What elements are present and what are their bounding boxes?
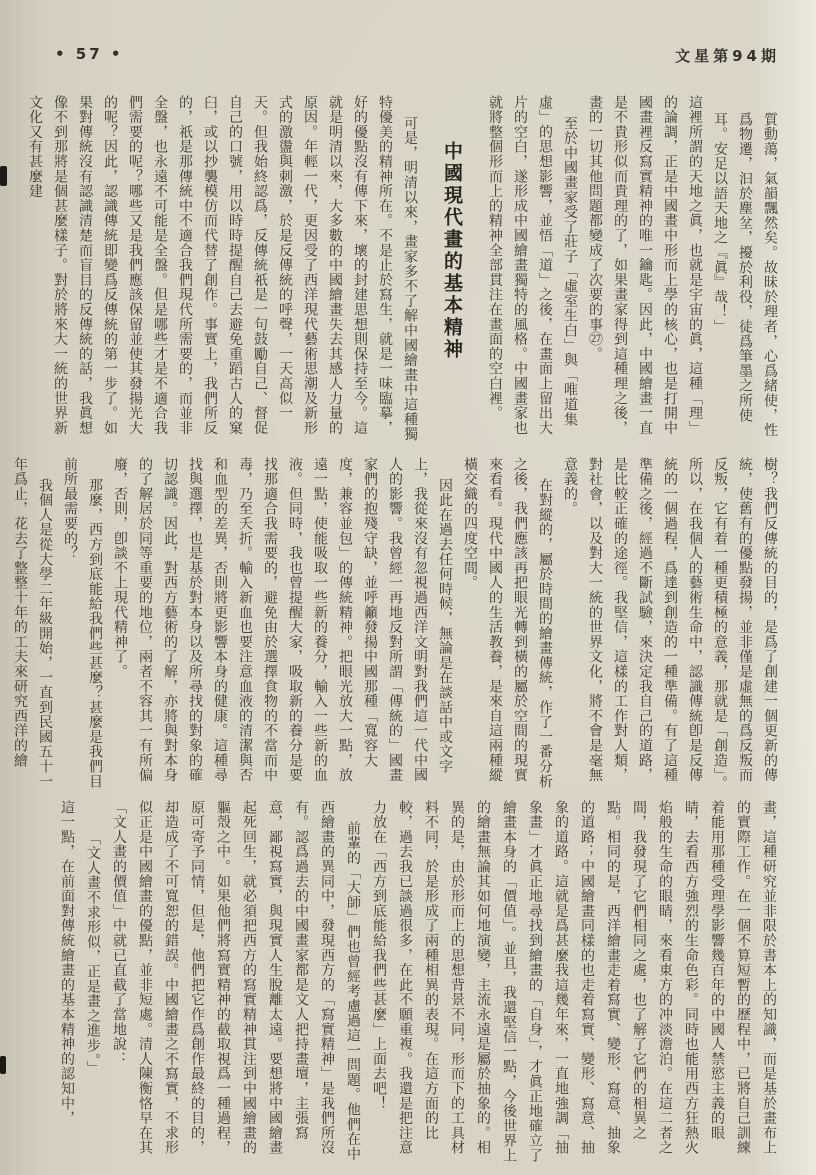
page-header (0, 45, 816, 67)
paragraph: 我個人是從大學二年級開始，一直到民國五十一年爲止，花去了整整十年的工夫來研究西洋的繪 (12, 457, 53, 789)
article-title: 中國現代畫的基本精神 (441, 141, 463, 361)
chen-hengke-quote: 「文人畫不求形似，正是畫之進步。」 (85, 830, 101, 1076)
scan-speck-icon (0, 166, 7, 186)
text-band-top (27, 95, 782, 447)
page-number: • 57 • (55, 45, 124, 63)
classical-quote: 質動蕩，氣韻飄然矣。故昧於理者，心爲緒使，性爲物遷，汩於塵坌，擾於利役，徒爲筆墨之所使耳。安足以語天地之『眞』哉！」 (712, 111, 778, 438)
paragraph: 可是，明清以來，畫家多不了解中國繪畫中這種獨特優美的精神所在。不是止於寫生，就是一味臨摹，好的優點沒有傳下來，壞的封建思想則保持至今。這就是明清以來，大多數的中國繪畫失去其感人力量的原因。年輕一代，更因受了西洋現代藝術思潮及新形式的激盪與刺激，於是反傳統的呼聲，一天高似一天。但我始終認爲，反傳統祇是一句鼓勵自己、督促自己的口號，用以時時提醒自己去避免重蹈古人的窠臼，或以抄襲模仿而代替了創作。事實上，我們所反的，祇是那傳統中不適合我們現代所需要的，而並非全盤，也永遠不可能是全盤。但是哪些才是不適合我們需要的呢？哪些又是我們應該保留並使其發揚光大的呢？因此，認識傳統即變爲反傳統的第一步了。如果對傳統沒有認識清楚而盲目的反傳統的話，我眞想像不到那將是個甚麼樣子。對於將來大一統的世界新文化又有甚麼建 (27, 95, 418, 442)
paragraph: 至於中國畫家受了莊子「虛室生白」與「唯道集虛」的思想影響，並悟「道」之後，在畫面上留出大片的空白，遂形成中國繪畫獨特的風格。中國畫家也就將整個形而上的精神全部貫注在畫面的空白裡。 (487, 95, 578, 436)
paragraph: 樹？我們反傳統的目的，是爲了創建一個更新的傳統，使舊有的優點發揚，並非僅是虛無的爲反叛而反叛，它有着一種更積極的意義，那就是「創造」。所以，在我個人的藝術生命中，認識傳統卽是反傳統的一個過程，爲達到創造的一種準備。有了這種準備之後，經過不斷試驗，來決定我自己的道路，是比較正確的途徑。我堅信，這樣的工作對人類，對社會，以及對大一統的世界文化，將不會是毫無意義的。 (562, 457, 778, 791)
scan-speck-icon (0, 1056, 6, 1074)
text-band-middle (12, 457, 782, 793)
text-band-bottom (30, 800, 782, 1166)
paragraph: 畫，這種研究並非限於書本上的知識，而是基於畫布上的實際工作。在一個不算短暫的歷程中，已將自己訓練着能用那種受理學影響幾百年的中國人禁慾主義的眼睛，去看西方強烈的生命色彩。同時也能用西方狂熱火焰般的生命的眼睛，來看東方的冲淡澹泊。在這二者之間，我發現了它們相同之處，也了解了它們的相異之點。相同的是，西洋繪畫走着寫實、變形、寫意、抽象的道路；中國繪畫同樣的也走着寫實、變形、寫意、抽象的道路。這就是爲甚麼我這幾年來，一直地強調「抽象畫」才眞正地尋找到繪畫的「自身」，才眞正地確立了繪畫本身的「價值」。並且，我還堅信一點，今後世界上的繪畫無論其如何地演變，主流永遠是屬於抽象的。相異的是，由於形而上的思想背景不同，形而下的工具材料不同，於是形成了兩種相異的表現。在這方面的比較，過去我已談過很多，在此不願重複。我還是把注意力放在「西方到底能給我們些甚麼」上面去吧！ (371, 800, 777, 1163)
paragraph: 這裡所謂的天地之眞，也就是宇宙的眞，這種「理」的論調，正是中國畫中形而上學的核心，也是打開中國畫裡反寫實精神的唯一鑰匙。因此，中國繪畫一直是不貴形似而貴理的了，如果畫家得到這種理之後，畫的一切其他問題都變成了次要的事㉗。 (587, 95, 703, 436)
paragraph: 在對縱的，屬於時間的繪畫傳統，作了一番分析之後，我們應該再把眼光轉到橫的屬於空間的現實來看看。現代中國人的生活教養，是來自這兩種縱橫交織的四度空間。 (462, 457, 553, 789)
paragraph: 那麼，西方到底能給我們些甚麼？甚麼是我們目前所最需要的？ (62, 457, 103, 789)
paragraph: 前輩的「大師」們也曾經考慮過這一問題。他們在中西繪畫的異同中，發現西方的「寫實精神」是我們所沒有。認爲過去的中國畫家都是文人把持畫壇，主張寫意，鄙視寫實，與現實人生脫離太遠。要想將中國繪畫起死回生，就必須把西方的寫實精神貫注到中國繪畫的軀殼之中。如果他們將寫實精神的截取視爲一種過程，原可寄予同情，但是，他們把它作爲創作最終的目的，却造成了不可寬恕的錯誤。中國繪畫之不寫實，不求形似正是中國繪畫的優點，並非短處。清人陳衡恪早在其「文人畫的價值」中就已直截了當地說： (111, 800, 361, 1162)
paragraph: 這一點，在前面對傳統繪畫的基本精神的認知中， (59, 800, 75, 1126)
paragraph: 因此在過去任何時候，無論是在談話中或文字上，我從來沒有忽視過西洋文明對我們這一代中國人的影響。我曾經一再地反對所謂「傳統的」國畫家們的抱殘守缺，並呼籲發揚中國那種「寬容大度，兼容並包」的傳統精神。把眼光放大一點，放遠一點，使能吸取一些新的養分，輸入一些新的血液。但同時，我也曾提醒大家，吸取新的養分是要找那適合我需要的，避免由於選擇食物的不當而中毒，乃至夭折。輸入新血也要注意血液的清潔與否和血型的差異，否則將更影響本身的健康。這種尋找與選擇，也是基於對本身以及所尋找的對象的確切認識。因此，對西方藝術的了解，亦將與對本身的了解居於同等重要的地位，兩者不容其一有所偏廢，否則，卽談不上現代精神了。 (112, 457, 453, 783)
journal-issue-label: 文星第94期 (675, 47, 780, 65)
